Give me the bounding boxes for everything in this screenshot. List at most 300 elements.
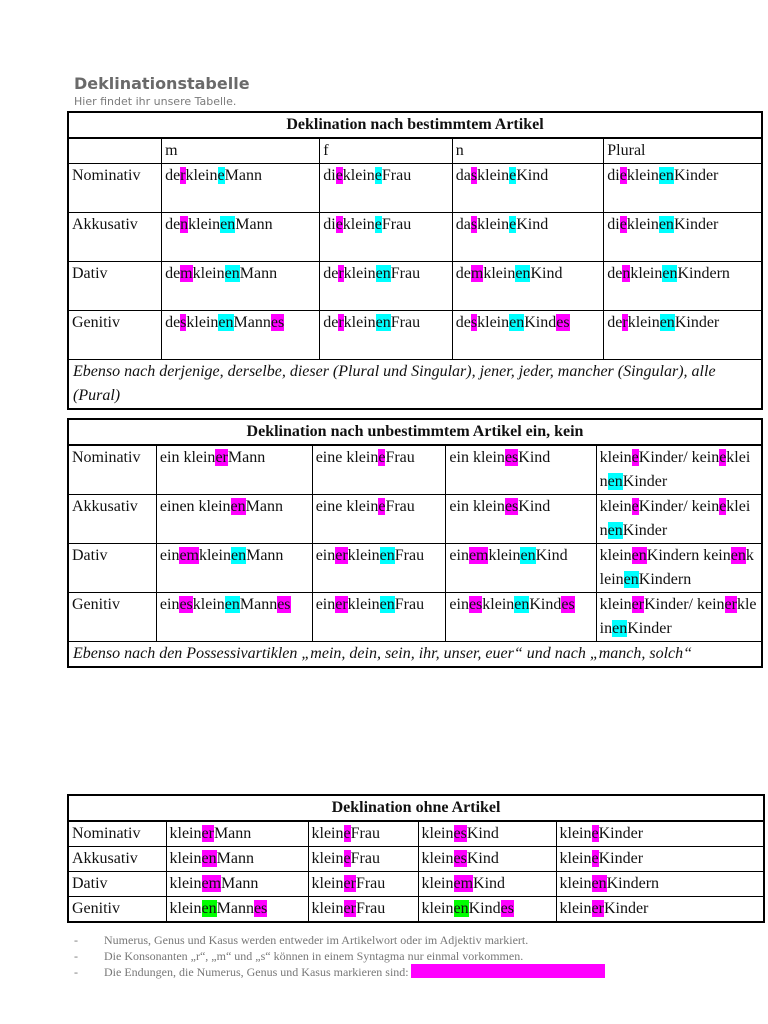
ending-highlight: es <box>504 449 519 466</box>
ending-highlight: e <box>631 449 639 466</box>
word-segment: klein <box>169 825 202 842</box>
word-segment: de <box>455 265 471 282</box>
ending-highlight: es <box>468 596 483 613</box>
word-segment: Frau <box>355 875 386 892</box>
word-segment: Kind <box>473 875 506 892</box>
ending-highlight: r <box>338 314 344 331</box>
word-segment: klein <box>192 596 225 613</box>
ending-highlight: es <box>277 596 291 613</box>
ending-highlight: en <box>218 314 234 331</box>
row-label: Akkusativ <box>68 213 162 262</box>
footer-text: Die Konsonanten „r“, „m“ und „s“ können in einem Syntagma nur einmal vorkommen. <box>104 949 524 963</box>
word-segment: klein <box>483 265 516 282</box>
word-segment: klein <box>559 900 592 917</box>
ending-highlight: en <box>607 522 623 539</box>
word-segment: de <box>165 216 181 233</box>
table-caption: Deklination ohne Artikel <box>68 795 764 821</box>
ending-highlight: e <box>335 216 343 233</box>
declension-cell <box>418 897 556 923</box>
header-cell-plural: Plural <box>604 138 762 164</box>
ending-highlight: es <box>561 596 575 613</box>
word-segment: di <box>323 167 336 184</box>
word-segment: Kind <box>516 167 549 184</box>
ending-highlight: en <box>230 547 247 564</box>
ending-highlight: en <box>201 900 217 917</box>
word-segment: da <box>455 167 471 184</box>
word-segment: Kindern <box>638 571 692 588</box>
word-segment: de <box>607 265 623 282</box>
declension-cell <box>320 164 453 213</box>
word-segment: Kind <box>518 449 551 466</box>
header-cell-empty <box>68 138 162 164</box>
page-subtitle: Hier findet ihr unsere Tabelle. <box>74 95 237 108</box>
word-segment: Kind <box>524 314 557 331</box>
word-segment: klein <box>342 216 375 233</box>
declension-cell <box>596 593 762 642</box>
word-segment: klein <box>599 449 632 466</box>
word-segment: Mann <box>213 825 252 842</box>
ending-highlight: en <box>509 314 525 331</box>
row-label: Genitiv <box>68 593 156 642</box>
word-segment: klein <box>626 216 659 233</box>
word-segment: klein <box>343 314 376 331</box>
word-segment: di <box>323 216 336 233</box>
ending-highlight: e <box>343 850 351 867</box>
word-segment: klein <box>347 596 380 613</box>
word-segment: klein <box>627 314 660 331</box>
ending-highlight: en <box>658 216 674 233</box>
row-label: Nominativ <box>68 164 162 213</box>
word-segment: klein <box>311 825 344 842</box>
word-segment: Mann <box>227 449 266 466</box>
word-segment: klein <box>421 900 454 917</box>
table-row <box>68 847 764 872</box>
ending-highlight: en <box>453 900 469 917</box>
word-segment: ein <box>315 596 336 613</box>
word-segment: klein <box>188 216 221 233</box>
declension-cell <box>604 164 762 213</box>
word-segment: klein <box>192 265 225 282</box>
word-segment: Mann <box>224 167 262 184</box>
word-segment: ein klein <box>159 449 216 466</box>
word-segment: de <box>323 265 339 282</box>
declension-cell <box>452 311 603 360</box>
ending-highlight: r <box>622 314 628 331</box>
ending-highlight: en <box>224 265 240 282</box>
word-segment: Kind <box>516 216 549 233</box>
ending-highlight: en <box>658 167 674 184</box>
declension-cell <box>312 544 446 593</box>
word-segment: Mann <box>239 596 278 613</box>
ending-highlight: es <box>500 900 514 917</box>
declension-cell <box>418 821 556 847</box>
table-row <box>68 445 762 495</box>
declension-cell <box>604 213 762 262</box>
ending-highlight: en <box>514 596 530 613</box>
word-segment: klein <box>169 900 202 917</box>
word-segment: di <box>607 216 620 233</box>
ending-highlight: er <box>335 547 348 564</box>
ending-highlight: er <box>335 596 348 613</box>
ending-highlight: en <box>379 547 395 564</box>
table-row <box>68 495 762 544</box>
word-segment: klein <box>559 850 592 867</box>
word-segment: Kind <box>468 900 501 917</box>
word-segment: einen klein <box>159 498 231 515</box>
word-segment: Frau <box>350 825 380 842</box>
word-segment: klein <box>311 850 344 867</box>
ending-highlight: em <box>453 875 474 892</box>
word-segment: Mann <box>216 900 254 917</box>
word-segment: klein <box>342 167 375 184</box>
declension-cell <box>312 495 446 544</box>
word-segment: klein <box>343 265 376 282</box>
word-segment: ein klein <box>449 449 505 466</box>
word-segment: Kinder <box>622 473 668 490</box>
word-segment: de <box>165 167 181 184</box>
ending-highlight: r <box>338 265 344 282</box>
ending-highlight: e <box>374 216 382 233</box>
row-label: Genitiv <box>68 311 162 360</box>
word-segment: klein <box>477 167 510 184</box>
ending-highlight: en <box>612 620 628 637</box>
word-segment: Mann <box>235 216 273 233</box>
word-segment: Kinder <box>598 825 644 842</box>
word-segment: Mann <box>233 314 271 331</box>
table-row <box>68 262 762 311</box>
word-segment: klein <box>169 850 202 867</box>
ending-highlight: e <box>509 216 517 233</box>
word-segment: Frau <box>390 265 421 282</box>
word-segment: Frau <box>355 900 386 917</box>
ending-highlight: en <box>201 850 217 867</box>
header-cell-m: m <box>162 138 320 164</box>
declension-cell <box>418 847 556 872</box>
declension-cell <box>166 847 308 872</box>
word-segment: Mann <box>239 265 278 282</box>
ending-highlight: e <box>509 167 517 184</box>
word-segment: Kindern kein <box>646 547 731 564</box>
word-segment: klein <box>599 547 632 564</box>
word-segment: ein <box>159 547 180 564</box>
word-segment: klein <box>488 547 521 564</box>
footer-text: Die Endungen, die Numerus, Genus und Kasus markieren sind: <box>104 965 409 979</box>
word-segment: Kind <box>529 596 562 613</box>
ending-highlight: m <box>180 265 193 282</box>
declension-cell <box>308 897 418 923</box>
word-segment: klein <box>421 825 454 842</box>
bullet-dash: - <box>74 965 78 979</box>
declension-cell <box>418 872 556 897</box>
declension-cell <box>308 872 418 897</box>
ending-highlight: e <box>719 498 727 515</box>
declension-cell <box>596 544 762 593</box>
word-segment: ein klein <box>449 498 505 515</box>
ending-highlight: er <box>631 596 645 613</box>
word-segment: klein <box>347 547 380 564</box>
ending-highlight: e <box>619 216 627 233</box>
word-segment: de <box>165 265 181 282</box>
footer-notes <box>74 932 605 980</box>
word-segment: klein <box>599 596 632 613</box>
ending-highlight: es <box>253 900 268 917</box>
word-segment: klein <box>599 449 751 490</box>
word-segment: Kind <box>466 825 499 842</box>
declension-cell <box>156 495 312 544</box>
word-segment: de <box>455 314 471 331</box>
word-segment: klein <box>559 875 592 892</box>
header-cell-n: n <box>452 138 603 164</box>
word-segment: klein <box>186 314 219 331</box>
ending-highlight: er <box>215 449 228 466</box>
ending-highlight: en <box>220 216 236 233</box>
word-segment: Mann <box>221 875 259 892</box>
word-segment: ein <box>159 596 180 613</box>
ending-highlight: es <box>556 314 570 331</box>
ending-highlight: e <box>631 498 639 515</box>
declension-cell <box>166 821 308 847</box>
declension-cell <box>156 445 312 495</box>
declension-cell <box>452 213 603 262</box>
word-segment: da <box>455 216 471 233</box>
word-segment: Kinder <box>673 167 719 184</box>
table-row <box>68 544 762 593</box>
ending-highlight: e <box>591 825 599 842</box>
ending-highlight: es <box>179 596 193 613</box>
ending-highlight: er <box>343 875 356 892</box>
row-label: Genitiv <box>68 897 166 923</box>
word-segment: Kind <box>530 265 563 282</box>
ending-highlight: en <box>730 547 746 564</box>
ending-highlight: e <box>335 167 343 184</box>
table-row <box>68 213 762 262</box>
word-segment: klein <box>421 850 454 867</box>
declension-cell <box>596 495 762 544</box>
row-label: Akkusativ <box>68 495 156 544</box>
row-label: Dativ <box>68 872 166 897</box>
table-caption: Deklination nach unbestimmtem Artikel ein, kein <box>68 419 762 445</box>
declension-cell <box>556 872 764 897</box>
word-segment: klein <box>599 547 754 588</box>
declension-cell <box>446 593 596 642</box>
ending-highlight: e <box>719 449 727 466</box>
word-segment: klein <box>626 167 659 184</box>
ending-highlight: en <box>607 473 623 490</box>
word-segment: klein <box>311 900 344 917</box>
word-segment: Frau <box>394 547 425 564</box>
declension-cell <box>312 445 446 495</box>
word-segment: Kind <box>518 498 551 515</box>
declension-cell <box>308 847 418 872</box>
word-segment: Frau <box>385 498 415 515</box>
declension-cell <box>446 445 596 495</box>
word-segment: de <box>165 314 181 331</box>
word-segment: Frau <box>385 449 415 466</box>
table-row <box>68 311 762 360</box>
declension-cell <box>308 821 418 847</box>
word-segment: ein <box>315 547 336 564</box>
row-label: Dativ <box>68 262 162 311</box>
ending-highlight: em <box>468 547 489 564</box>
declension-cell <box>156 593 312 642</box>
table-row <box>68 872 764 897</box>
declension-cell <box>556 897 764 923</box>
ending-highlight: en <box>520 547 536 564</box>
ending-highlight: en <box>591 875 607 892</box>
declension-cell <box>162 213 320 262</box>
word-segment: klein <box>599 498 751 539</box>
row-label: Dativ <box>68 544 156 593</box>
word-segment: Kinder <box>622 522 668 539</box>
table-row <box>68 164 762 213</box>
ending-highlight: n <box>622 265 631 282</box>
declension-cell <box>556 821 764 847</box>
ending-highlight: e <box>619 167 627 184</box>
word-segment: Mann <box>246 547 284 564</box>
word-segment: klein <box>630 265 663 282</box>
declension-cell <box>452 262 603 311</box>
bullet-dash: - <box>74 949 78 963</box>
ending-highlight: en <box>230 498 246 515</box>
ending-highlight: en <box>375 265 391 282</box>
ending-highlight: s <box>470 167 478 184</box>
declension-cell <box>156 544 312 593</box>
word-segment: Mann <box>216 850 254 867</box>
word-segment: ein <box>449 547 469 564</box>
declension-cell <box>556 847 764 872</box>
word-segment: Kinder/ kein <box>638 449 720 466</box>
ending-highlight: s <box>470 314 478 331</box>
word-segment: eine klein <box>315 449 379 466</box>
table-row <box>68 593 762 642</box>
ending-highlight: en <box>631 547 647 564</box>
word-segment: Kindern <box>677 265 730 282</box>
list-item <box>74 932 605 948</box>
ending-highlight: er <box>724 596 737 613</box>
ending-highlight: en <box>515 265 531 282</box>
ending-highlight: en <box>662 265 678 282</box>
word-segment: klein <box>198 547 231 564</box>
page-title: Deklinationstabelle <box>74 74 250 93</box>
table-row <box>68 897 764 923</box>
word-segment: Frau <box>350 850 380 867</box>
word-segment: Kinder <box>603 900 649 917</box>
ending-highlight: en <box>224 596 240 613</box>
word-segment: Kindern <box>606 875 660 892</box>
ending-highlight: en <box>379 596 395 613</box>
ending-highlight: er <box>591 900 604 917</box>
ending-highlight: en <box>375 314 391 331</box>
word-segment: klein <box>477 314 510 331</box>
declension-cell <box>320 311 453 360</box>
word-segment: Kinder <box>673 216 719 233</box>
word-segment: Mann <box>245 498 283 515</box>
word-segment: de <box>607 314 623 331</box>
ending-highlight: es <box>504 498 519 515</box>
declension-cell <box>446 495 596 544</box>
ending-highlight: e <box>217 167 225 184</box>
declension-cell <box>162 262 320 311</box>
ending-highlight: s <box>180 314 187 331</box>
footer-text: Numerus, Genus und Kasus werden entweder im Artikelwort oder im Adjektiv markiert. <box>104 933 529 947</box>
word-segment: Frau <box>381 167 412 184</box>
word-segment: klein <box>477 216 510 233</box>
ending-highlight: e <box>343 825 351 842</box>
ending-highlight: em <box>179 547 199 564</box>
ending-highlight: n <box>180 216 189 233</box>
declension-cell <box>446 544 596 593</box>
word-segment: ein <box>449 596 469 613</box>
ending-highlight: m <box>470 265 484 282</box>
ending-highlight: en <box>659 314 675 331</box>
row-label: Akkusativ <box>68 847 166 872</box>
table-row <box>68 821 764 847</box>
declension-cell <box>604 262 762 311</box>
word-segment: klein <box>559 825 592 842</box>
ending-highlight: s <box>470 216 478 233</box>
word-segment: Kinder <box>598 850 644 867</box>
ending-highlight: e <box>591 850 599 867</box>
word-segment: klein <box>482 596 515 613</box>
declension-cell <box>320 262 453 311</box>
word-segment: Frau <box>394 596 425 613</box>
row-label: Nominativ <box>68 445 156 495</box>
word-segment: klein <box>185 167 218 184</box>
declension-cell <box>596 445 762 495</box>
highlighted-endings-block <box>411 964 605 978</box>
table-unbestimmter-artikel <box>67 418 763 668</box>
declension-cell <box>320 213 453 262</box>
bullet-dash: - <box>74 933 78 947</box>
declension-cell <box>604 311 762 360</box>
ending-highlight: e <box>374 167 382 184</box>
header-cell-f: f <box>320 138 453 164</box>
word-segment: Frau <box>390 314 421 331</box>
declension-cell <box>166 897 308 923</box>
word-segment: Kind <box>466 850 499 867</box>
word-segment: eine klein <box>315 498 379 515</box>
ending-highlight: en <box>623 571 639 588</box>
declension-cell <box>312 593 446 642</box>
declension-cell <box>162 311 320 360</box>
table-caption: Deklination nach bestimmtem Artikel <box>68 112 762 138</box>
ending-highlight: es <box>453 825 467 842</box>
ending-highlight: e <box>378 449 386 466</box>
table-note: Ebenso nach den Possessivartiklen „mein, dein, sein, ihr, unser, euer“ und nach „manch, solch“ <box>68 642 762 668</box>
ending-highlight: es <box>270 314 285 331</box>
word-segment: Kinder <box>674 314 720 331</box>
table-note: Ebenso nach derjenige, derselbe, dieser (Plural und Singular), jener, jeder, mancher (Singular), alle (Pural) <box>68 360 762 410</box>
ending-highlight: er <box>201 825 214 842</box>
ending-highlight: r <box>180 167 186 184</box>
declension-cell <box>452 164 603 213</box>
word-segment: de <box>323 314 339 331</box>
ending-highlight: em <box>201 875 222 892</box>
word-segment: klein <box>599 498 632 515</box>
word-segment: Kinder/ kein <box>644 596 725 613</box>
word-segment: Kinder <box>627 620 672 637</box>
declension-cell <box>162 164 320 213</box>
row-label: Nominativ <box>68 821 166 847</box>
word-segment: klein <box>169 875 202 892</box>
word-segment: Frau <box>381 216 412 233</box>
ending-highlight: e <box>378 498 386 515</box>
table-ohne-artikel <box>67 794 765 923</box>
word-segment: klein <box>311 875 344 892</box>
list-item <box>74 948 605 964</box>
word-segment: klein <box>599 596 757 637</box>
word-segment: klein <box>421 875 454 892</box>
